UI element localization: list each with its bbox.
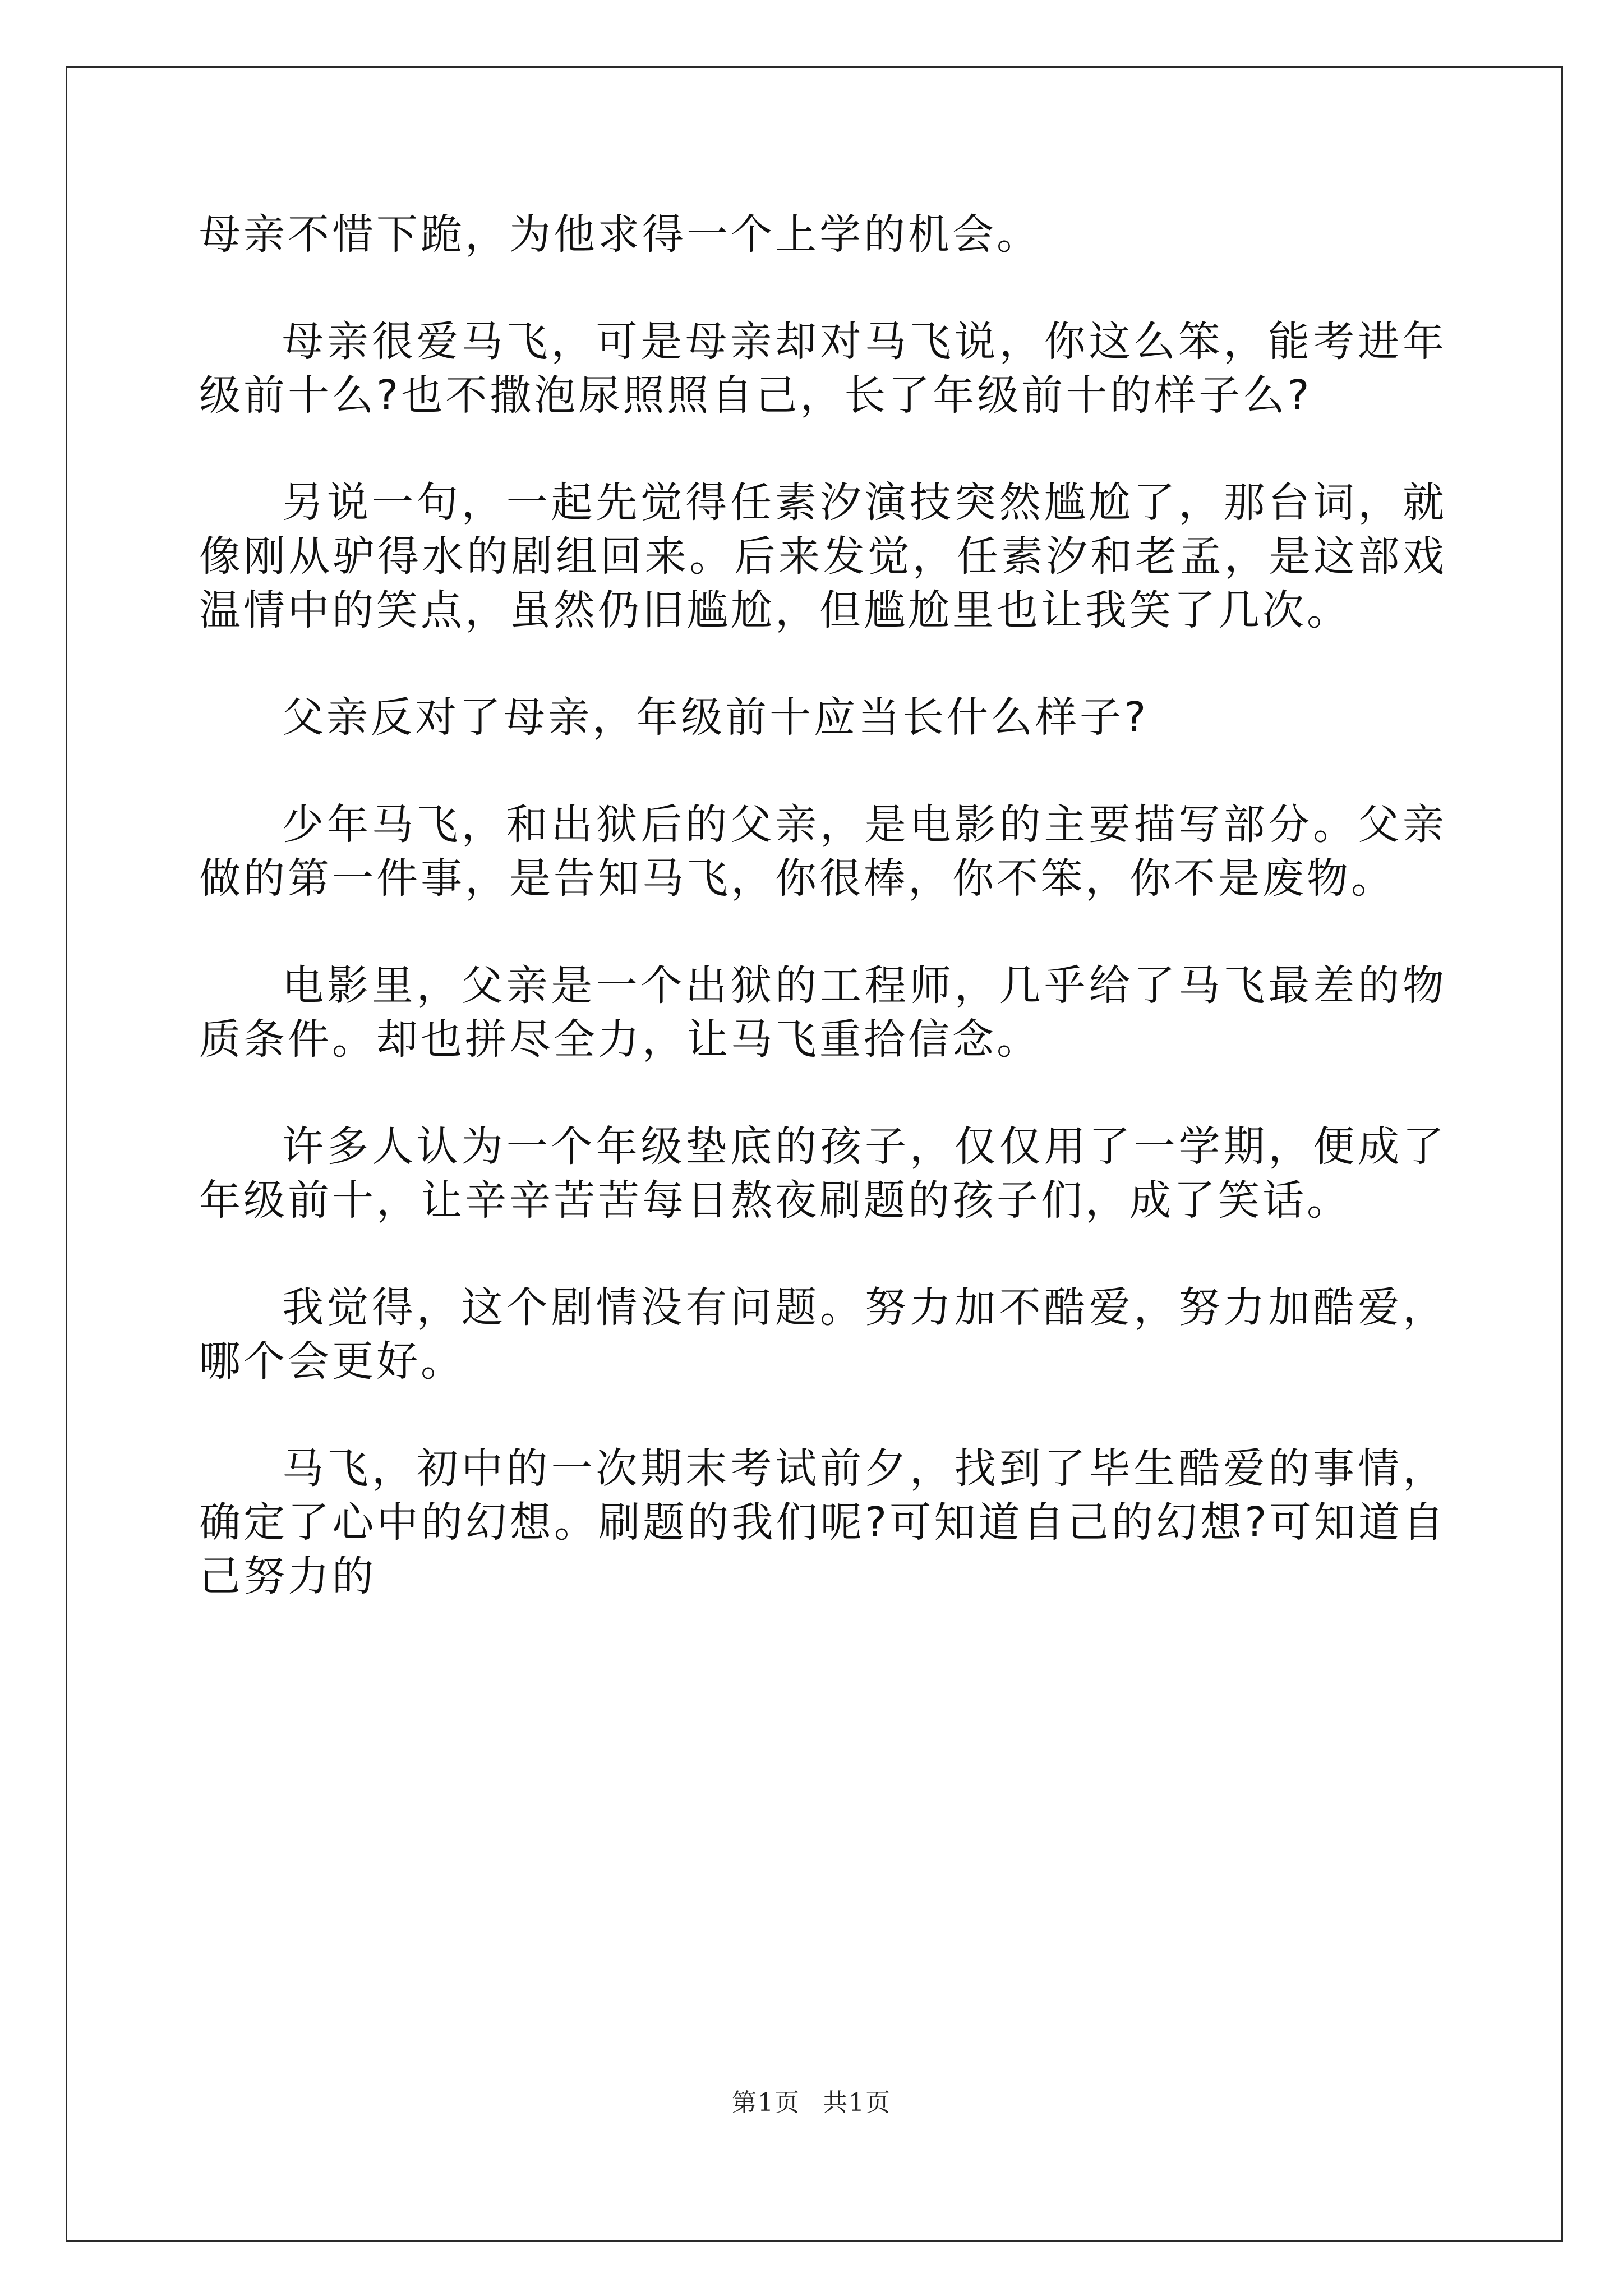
paragraph-6: 电影里，父亲是一个出狱的工程师，几乎给了马飞最差的物质条件。却也拼尽全力，让马飞重拾信念。 — [199, 961, 1447, 1064]
paragraph-5: 少年马飞，和出狱后的父亲，是电影的主要描写部分。父亲做的第一件事，是告知马飞，你很棒，你不笨，你不是废物。 — [199, 800, 1447, 903]
document-body — [199, 208, 1447, 1603]
paragraph-4: 父亲反对了母亲，年级前十应当长什么样子? — [282, 693, 1149, 742]
paragraph-1: 母亲不惜下跪，为他求得一个上学的机会。 — [199, 210, 1041, 259]
paragraph-3: 另说一句，一起先觉得任素汐演技突然尴尬了，那台词，就像刚从驴得水的剧组回来。后来发觉，任素汐和老孟，是这部戏温情中的笑点，虽然仍旧尴尬，但尴尬里也让我笑了几次。 — [199, 478, 1447, 634]
paragraph-2: 母亲很爱马飞，可是母亲却对马飞说，你这么笨，能考进年级前十么?也不撒泡尿照照自己，长了年级前十的样子么? — [199, 318, 1447, 420]
paragraph-7: 许多人认为一个年级垫底的孩子，仅仅用了一学期，便成了年级前十，让辛辛苦苦每日熬夜刷题的孩子们，成了笑话。 — [199, 1122, 1447, 1225]
page-number-total: 共1页 — [823, 2088, 891, 2117]
page-footer — [0, 2082, 1623, 2118]
page-number-current: 第1页 — [732, 2088, 800, 2117]
paragraph-9: 马飞，初中的一次期末考试前夕，找到了毕生酷爱的事情，确定了心中的幻想。刷题的我们呢?可知道自己的幻想?可知道自己努力的 — [199, 1444, 1447, 1600]
paragraph-8: 我觉得，这个剧情没有问题。努力加不酷爱，努力加酷爱，哪个会更好。 — [199, 1283, 1447, 1386]
